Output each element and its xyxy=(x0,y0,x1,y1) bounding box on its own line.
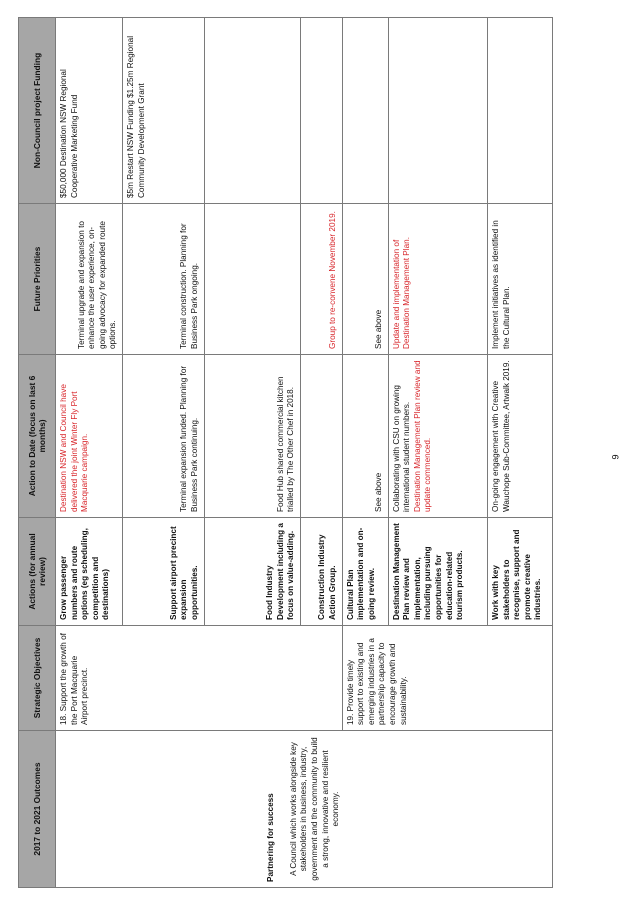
header-future-priorities: Future Priorities xyxy=(19,204,56,355)
economic-development-table xyxy=(18,17,553,888)
outcome-cell xyxy=(56,731,553,888)
funding-cell xyxy=(204,18,300,204)
action-cell: Cultural Plan implementation and on-going review. xyxy=(342,518,388,626)
todate-red-text: Destination Management Plan review and update commenced. xyxy=(412,360,433,512)
future-cell xyxy=(56,204,123,355)
todate-cell: On-going engagement with Creative Wauchope Sub-Committee, Artwalk 2019. xyxy=(488,355,553,518)
future-cell: Terminal construction. Planning for Business Park ongoing. xyxy=(122,204,204,355)
action-cell: Food Industry Development including a focus on value-adding. xyxy=(204,518,300,626)
action-cell: Work with key stakeholders to recognise, support and promote creative industries. xyxy=(488,518,553,626)
funding-cell: $50,000 Destination NSW Regional Cooperative Marketing Fund xyxy=(56,18,123,204)
action-cell: Destination Management Plan review and implementation, including pursuing opportunities for education-related tourism products. xyxy=(388,518,487,626)
table-row xyxy=(56,18,123,888)
todate-cell: Food Hub shared commercial kitchen trialled by The Other Chef in 2018. xyxy=(204,355,300,518)
header-outcomes: 2017 to 2021 Outcomes xyxy=(19,731,56,888)
todate-text: Collaborating with CSU on growing international student numbers. xyxy=(391,385,412,512)
outcome-description: A Council which works alongside key stakeholders in business, industry, government and the community to build a strong, innovative and resilient economy. xyxy=(288,737,341,881)
future-red-text: Update and implementation of Destination Management Plan. xyxy=(391,237,412,349)
objective-cell: 19. Provide timely support to existing and emerging industries in a partnership capacity to encourage growth and sustainability. xyxy=(342,626,552,731)
todate-red-text: Destination NSW and Council have delivered the joint Winter Fly Port Macquarie campaign. xyxy=(59,384,90,512)
future-cell: Implement initiatives as identified in the Cultural Plan. xyxy=(488,204,553,355)
rotated-table-page xyxy=(18,18,553,888)
action-cell: Construction Industry Action Group. xyxy=(300,518,342,626)
future-cell: See above xyxy=(342,204,388,355)
future-red-text: Group to re-convene November 2019. xyxy=(328,211,338,349)
page-number: 9 xyxy=(610,454,621,460)
future-cell xyxy=(204,204,300,355)
todate-cell xyxy=(388,355,487,518)
todate-cell: See above xyxy=(342,355,388,518)
future-cell xyxy=(300,204,342,355)
action-cell: Grow passenger numbers and route options (eg scheduling, competition and destinations) xyxy=(56,518,123,626)
header-funding: Non-Council project Funding xyxy=(19,18,56,204)
funding-cell xyxy=(342,18,388,204)
action-cell: Support airport precinct expansion opportunities. xyxy=(122,518,204,626)
todate-cell xyxy=(56,355,123,518)
objective-cell: 18. Support the growth of the Port Macquarie Airport precinct. xyxy=(56,626,343,731)
header-action-to-date: Action to Date (focus on last 6 months) xyxy=(19,355,56,518)
funding-cell xyxy=(388,18,487,204)
outcome-title: Partnering for success xyxy=(266,793,276,882)
funding-cell xyxy=(300,18,342,204)
funding-cell: $5m Restart NSW Funding $1.25m Regional Community Development Grant xyxy=(122,18,204,204)
todate-cell xyxy=(300,355,342,518)
table-header-row xyxy=(19,18,56,888)
future-text: Terminal upgrade and expansion to enhance the user experience, on-going advocacy for expanded route options. xyxy=(76,221,118,349)
funding-cell xyxy=(488,18,553,204)
todate-cell: Terminal expansion funded. Planning for Business Park continuing. xyxy=(122,355,204,518)
header-actions: Actions (for annual review) xyxy=(19,518,56,626)
header-objectives: Strategic Objectives xyxy=(19,626,56,731)
future-cell xyxy=(388,204,487,355)
